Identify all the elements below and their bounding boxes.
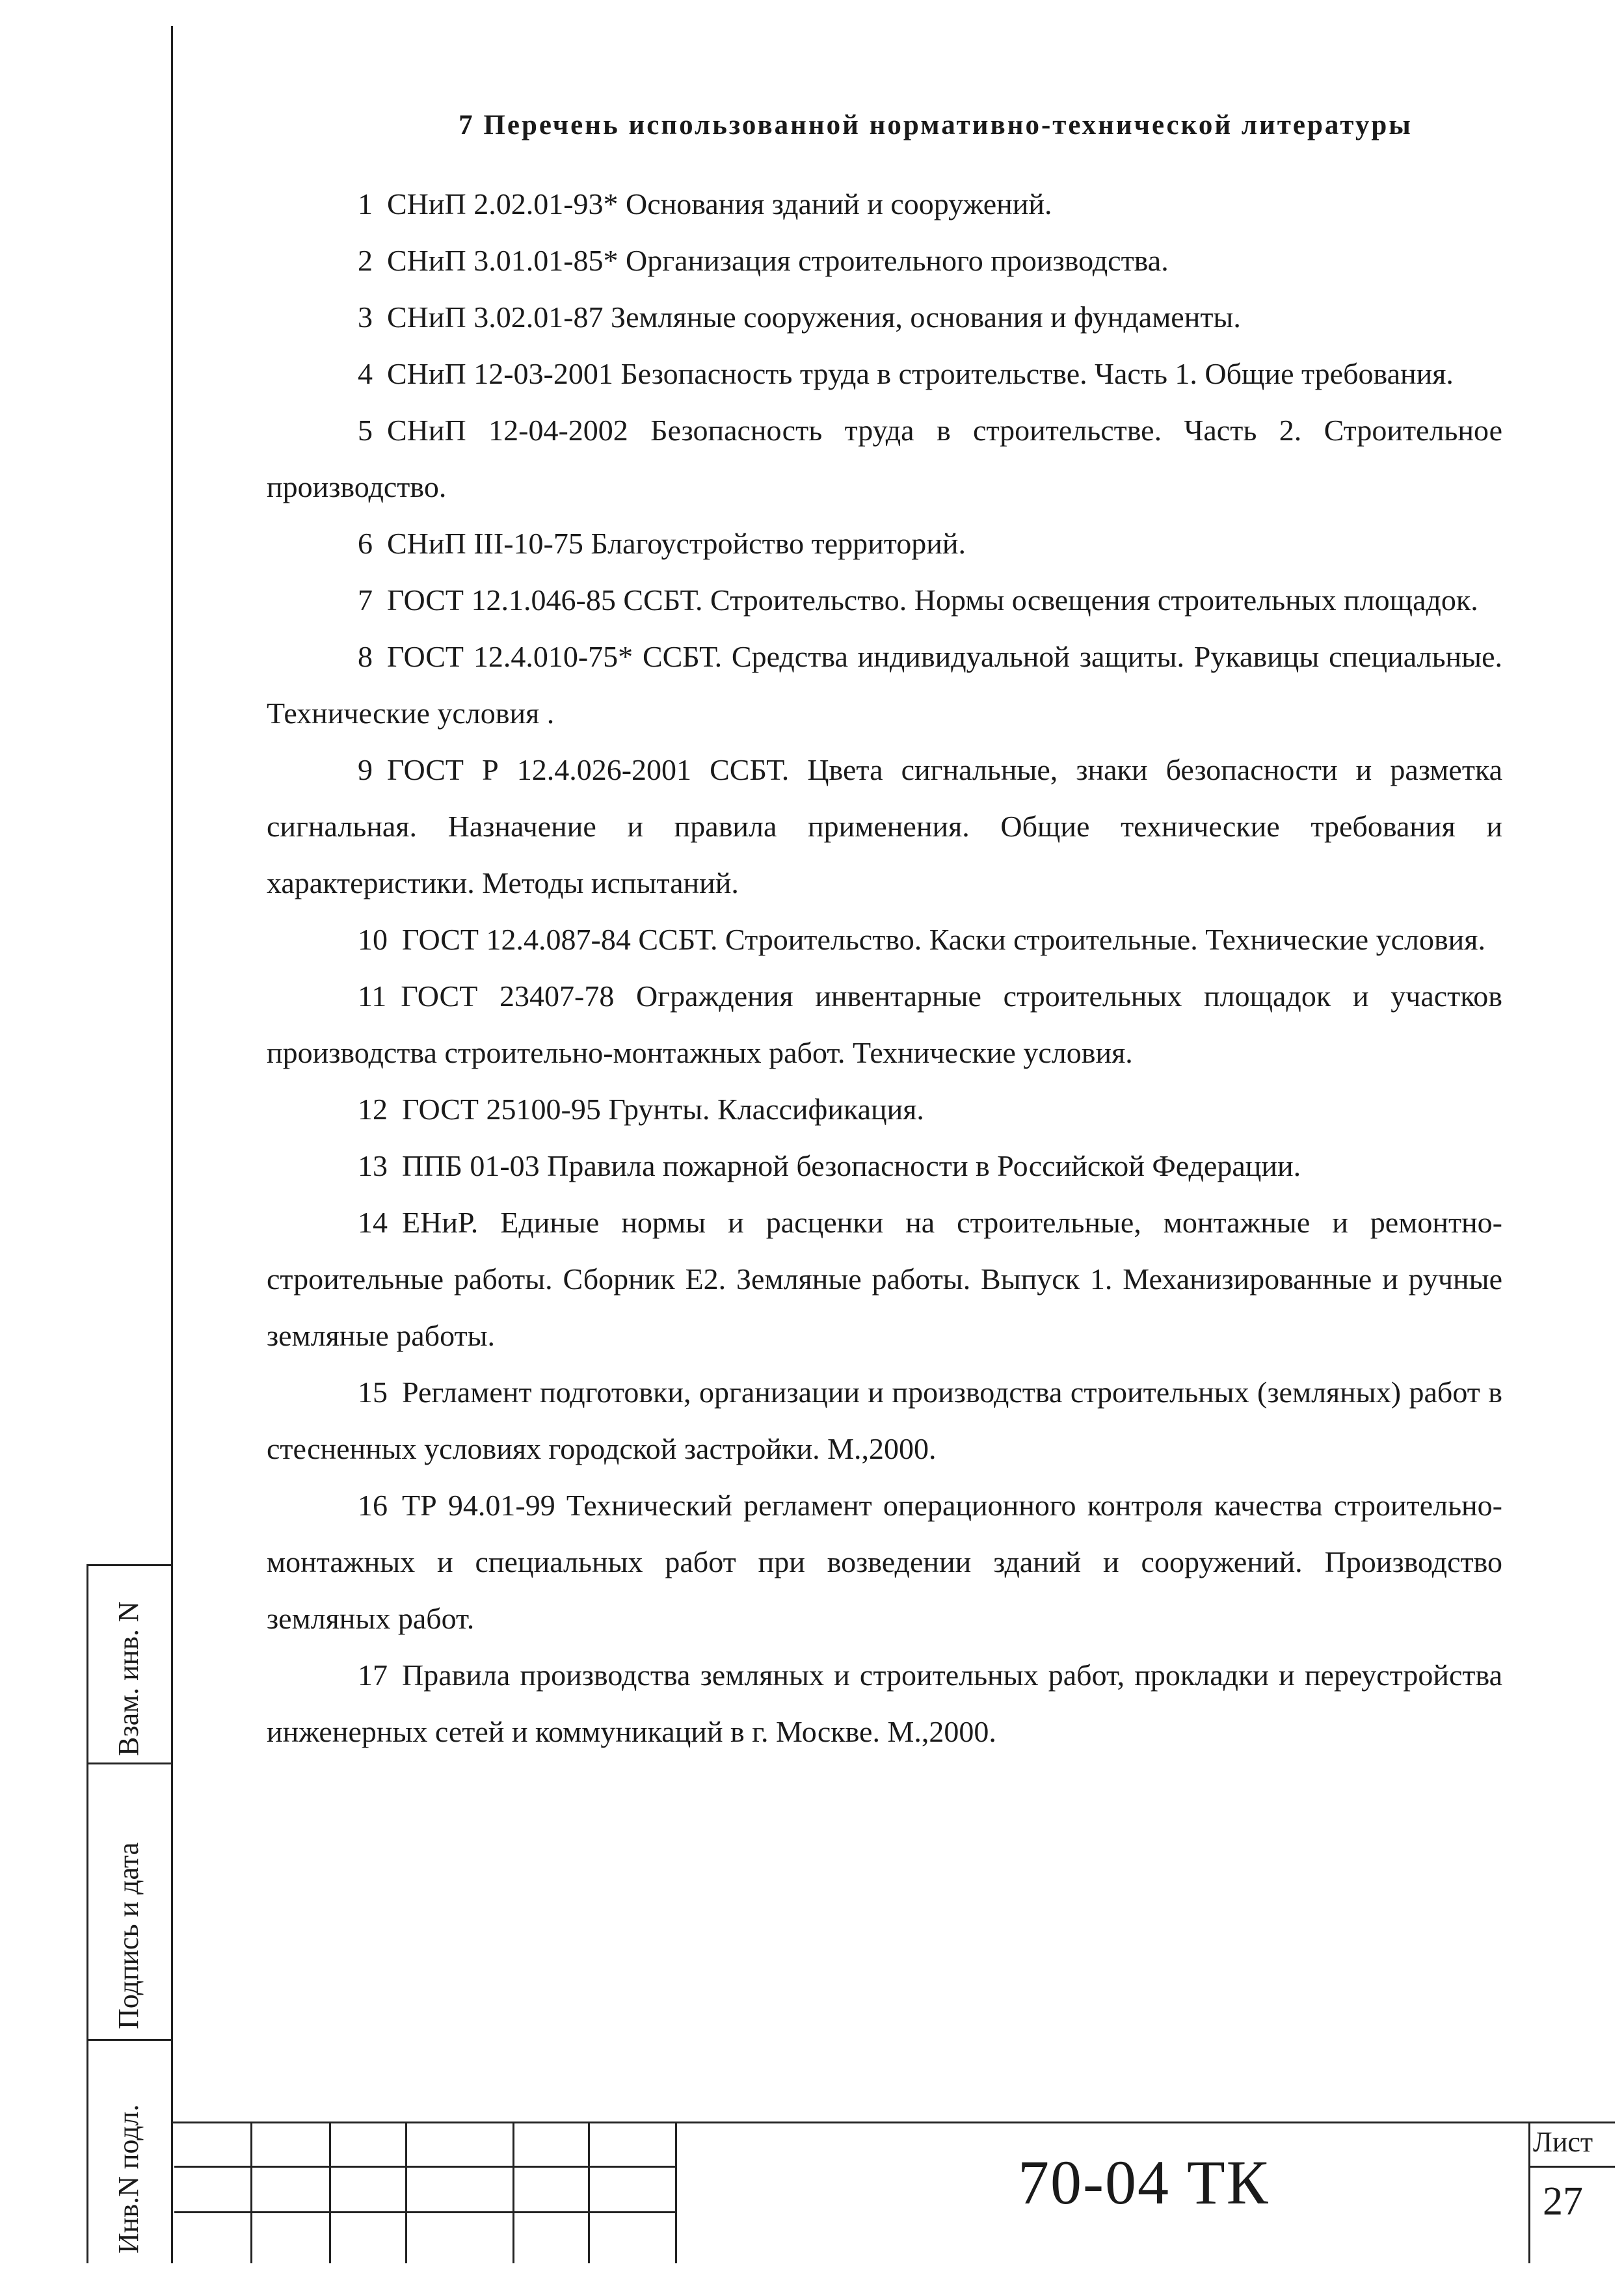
side-column-border <box>87 1564 88 2263</box>
item-text: Регламент подготовки, организации и производства строительных (земляных) работ в стесненных условиях городской застройки. М.,2000. <box>267 1376 1502 1465</box>
side-divider-2 <box>87 2039 172 2041</box>
grid-col-1 <box>250 2122 252 2263</box>
grid-row-2 <box>174 2211 676 2213</box>
vzam-inv-label: Взам. инв. N <box>113 1601 144 1756</box>
list-item <box>267 741 1502 911</box>
item-number: 13 <box>358 1149 388 1182</box>
item-text: СНиП 2.02.01-93* Основания зданий и сооружений. <box>387 187 1052 220</box>
item-text: ГОСТ 23407-78 Ограждения инвентарные строительных площадок и участков производства строительно-монтажных работ. Технические условия. <box>267 979 1502 1069</box>
item-number: 2 <box>358 244 373 277</box>
list-item <box>267 402 1502 515</box>
list-item <box>267 628 1502 741</box>
list-item <box>267 345 1502 402</box>
side-column-top <box>87 1564 172 1566</box>
item-text: СНиП 3.02.01-87 Земляные сооружения, основания и фундаменты. <box>387 300 1241 334</box>
document-code: 70-04 ТК <box>1018 2148 1270 2217</box>
reference-list <box>267 176 1502 1760</box>
item-number: 15 <box>358 1376 388 1409</box>
sheet-number: 27 <box>1543 2179 1583 2224</box>
item-text: ТР 94.01-99 Технический регламент операционного контроля качества строительно-монтажных и специальных работ при возведении зданий и сооружений. Производство земляных работ. <box>267 1489 1502 1635</box>
item-text: ЕНиР. Единые нормы и расценки на строительные, монтажные и ремонтно-строительные работы. Сборник Е2. Земляные работы. Выпуск 1. Механизированные и ручные земляные работы. <box>267 1206 1502 1352</box>
sheet-label-underline <box>1528 2166 1615 2168</box>
item-number: 12 <box>358 1093 388 1126</box>
item-number: 8 <box>358 640 373 673</box>
list-item <box>267 1364 1502 1477</box>
inv-podl-label: Инв.N подл. <box>113 2104 144 2254</box>
item-number: 9 <box>358 753 373 786</box>
item-text: СНиП 12-04-2002 Безопасность труда в строительстве. Часть 2. Строительное производство. <box>267 414 1502 503</box>
item-number: 3 <box>358 300 373 334</box>
item-number: 16 <box>358 1489 388 1522</box>
item-number: 14 <box>358 1206 388 1239</box>
list-item <box>267 232 1502 289</box>
list-item <box>267 1081 1502 1137</box>
list-item <box>267 1194 1502 1364</box>
list-item <box>267 1477 1502 1647</box>
title-block-grid <box>174 2122 676 2263</box>
grid-col-4 <box>512 2122 514 2263</box>
frame-left-border <box>171 26 173 2263</box>
grid-row-1 <box>174 2166 676 2168</box>
item-text: ГОСТ 12.4.087-84 ССБТ. Строительство. Каски строительные. Технические условия. <box>402 923 1485 956</box>
list-item <box>267 289 1502 345</box>
list-item <box>267 1137 1502 1194</box>
item-text: ГОСТ 25100-95 Грунты. Классификация. <box>402 1093 924 1126</box>
list-item <box>267 968 1502 1081</box>
grid-col-3 <box>405 2122 407 2263</box>
item-number: 7 <box>358 583 373 617</box>
item-number: 4 <box>358 357 373 390</box>
item-number: 10 <box>358 923 388 956</box>
item-text: СНиП 3.01.01-85* Организация строительного производства. <box>387 244 1169 277</box>
item-number: 5 <box>358 414 373 447</box>
item-text: ППБ 01-03 Правила пожарной безопасности в Российской Федерации. <box>402 1149 1301 1182</box>
sheet-cell-left <box>1528 2122 1530 2263</box>
list-item <box>267 1647 1502 1760</box>
grid-col-6 <box>675 2122 677 2263</box>
item-text: СНиП III-10-75 Благоустройство территорий. <box>387 527 966 560</box>
side-divider-1 <box>87 1763 172 1764</box>
sheet-label: Лист <box>1533 2126 1593 2158</box>
item-text: СНиП 12-03-2001 Безопасность труда в строительстве. Часть 1. Общие требования. <box>387 357 1454 390</box>
list-item <box>267 515 1502 572</box>
item-text: Правила производства земляных и строительных работ, прокладки и переустройства инженерных сетей и коммуникаций в г. Москве. М.,2000. <box>267 1658 1502 1748</box>
item-number: 6 <box>358 527 373 560</box>
item-text: ГОСТ Р 12.4.026-2001 ССБТ. Цвета сигнальные, знаки безопасности и разметка сигнальная. Назначение и правила применения. Общие технические требования и характеристики. Методы испытаний. <box>267 753 1502 899</box>
item-number: 11 <box>358 979 387 1013</box>
item-number: 1 <box>358 187 373 220</box>
signature-date-label: Подпись и дата <box>113 1842 144 2029</box>
grid-col-2 <box>329 2122 331 2263</box>
item-text: ГОСТ 12.1.046-85 ССБТ. Строительство. Нормы освещения строительных площадок. <box>387 583 1478 617</box>
list-item <box>267 572 1502 628</box>
list-item <box>267 911 1502 968</box>
grid-col-5 <box>588 2122 590 2263</box>
list-item <box>267 176 1502 232</box>
section-heading: 7 Перечень использованной нормативно-технической литературы <box>459 110 1413 140</box>
item-text: ГОСТ 12.4.010-75* ССБТ. Средства индивидуальной защиты. Рукавицы специальные. Технические условия . <box>267 640 1502 730</box>
item-number: 17 <box>358 1658 388 1692</box>
